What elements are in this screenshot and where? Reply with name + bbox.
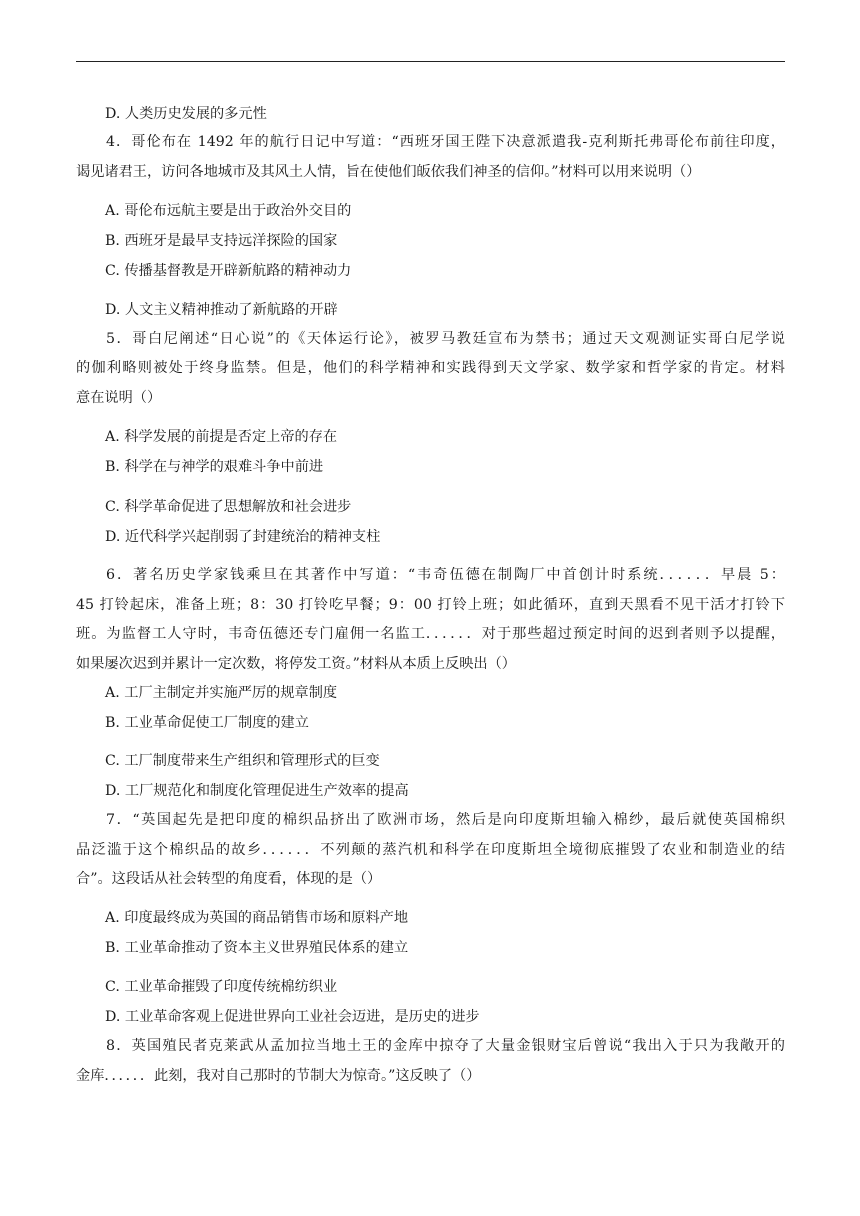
q7-stem-line-1: 7．“英国起先是把印度的棉织品挤出了欧洲市场，然后是向印度斯坦输入棉纱，最后就使英国棉织 (106, 812, 785, 828)
q4-option-c: C. 传播基督教是开辟新航路的精神动力 (105, 263, 352, 279)
q6-option-b: B. 工业革命促使工厂制度的建立 (105, 715, 309, 731)
q6-option-d: D. 工厂规范化和制度化管理促进生产效率的提高 (105, 783, 409, 799)
q4-option-a: A. 哥伦布远航主要是出于政治外交目的 (105, 203, 352, 219)
q6-stem-line-4: 如果屡次迟到并累计一定次数，将停发工资。”材料从本质上反映出（） (76, 656, 516, 672)
q4-option-b: B. 西班牙是最早支持远洋探险的国家 (105, 233, 338, 249)
q4-stem-line-1: 4．哥伦布在 1492 年的航行日记中写道：“西班牙国王陛下决意派遣我-克利斯托弗哥伦布前往印度， (106, 134, 785, 150)
q7-stem-line-2: 品泛滥于这个棉织品的故乡．．．．．．不列颠的蒸汽机和科学在印度斯坦全境彻底摧毁了农业和制造业的结 (76, 842, 785, 858)
q5-option-a: A. 科学发展的前提是否定上帝的存在 (105, 429, 338, 445)
q6-stem-line-1: 6．著名历史学家钱乘旦在其著作中写道：“韦奇伍德在制陶厂中首创计时系统．．．．．．早晨 5： (106, 567, 785, 583)
q5-option-b: B. 科学在与神学的艰难斗争中前进 (105, 459, 324, 475)
q6-stem-line-3: 班。为监督工人守时，韦奇伍德还专门雇佣一名监工．．．．．．对于那些超过预定时间的迟到者则予以提醒， (76, 626, 785, 642)
q6-option-a: A. 工厂主制定并实施严厉的规章制度 (105, 685, 338, 701)
q8-stem-line-1: 8．英国殖民者克莱武从孟加拉当地土王的金库中掠夺了大量金银财宝后曾说“我出入于只为我敞开的 (106, 1038, 785, 1054)
header-rule (76, 61, 785, 62)
q4-stem-line-2: 谒见诸君王，访问各地城市及其风土人情，旨在使他们皈依我们神圣的信仰。”材料可以用来说明（） (76, 164, 701, 180)
q5-stem-line-2: 的伽利略则被处于终身监禁。但是，他们的科学精神和实践得到天文学家、数学家和哲学家的肯定。材料 (76, 360, 785, 376)
q6-option-c: C. 工厂制度带来生产组织和管理形式的巨变 (105, 753, 380, 769)
q7-option-b: B. 工业革命推动了资本主义世界殖民体系的建立 (105, 940, 409, 956)
q8-stem-line-2: 金库．．．．．．此刻，我对自己那时的节制大为惊奇。”这反映了（） (76, 1068, 481, 1084)
q7-option-c: C. 工业革命摧毁了印度传统棉纺织业 (105, 979, 338, 995)
q7-option-a: A. 印度最终成为英国的商品销售市场和原料产地 (105, 910, 409, 926)
q7-stem-line-3: 合”。这段话从社会转型的角度看，体现的是（） (76, 871, 382, 887)
q5-stem-line-3: 意在说明（） (76, 390, 162, 406)
q5-option-c: C. 科学革命促进了思想解放和社会进步 (105, 499, 352, 515)
q5-option-d: D. 近代科学兴起削弱了封建统治的精神支柱 (105, 529, 381, 545)
q7-option-d: D. 工业革命客观上促进世界向工业社会迈进，是历史的进步 (105, 1009, 480, 1025)
q4-option-d: D. 人文主义精神推动了新航路的开辟 (105, 302, 338, 318)
q6-stem-line-2: 45 打铃起床，准备上班；8：30 打铃吃早餐；9：00 打铃上班；如此循环，直到天黑看不见干活才打铃下 (76, 597, 785, 613)
q5-stem-line-1: 5．哥白尼阐述“日心说”的《天体运行论》，被罗马教廷宣布为禁书；通过天文观测证实哥白尼学说 (106, 331, 785, 347)
q3-option-d: D. 人类历史发展的多元性 (105, 106, 267, 122)
